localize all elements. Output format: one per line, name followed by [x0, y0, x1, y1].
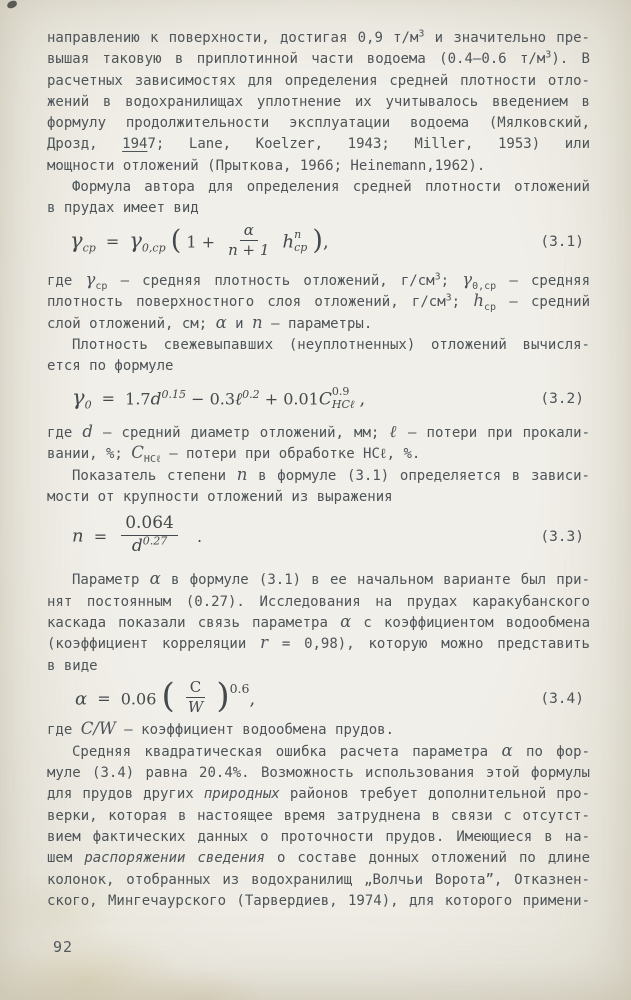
open-paren: ( [161, 676, 175, 717]
text-line: расчетных зависимостях для определения средней плотности отло- [47, 72, 590, 89]
text-line: шем распоряжении сведения о составе донных отложений по длине [47, 850, 590, 867]
text-line: вышая таковую в приплотинной части водоема (0.4–0.6 $т/м^3$). В [47, 49, 590, 68]
text-line: в виде [47, 657, 98, 674]
formula-3-1: $\gamma_{ср} = \gamma_{0,ср}$ ( 1 + $\frac{\alpha}{n + 1}$ h n ср ), (3.1) [47, 224, 590, 262]
text-line: Дрозд, 1947; Lane, Koelzer, 1943; Miller, 1953) или [47, 136, 590, 153]
scan-artifact-mark [6, 0, 17, 9]
gamma-symbol: γ [72, 384, 85, 409]
equation-label: (3.1) [540, 233, 584, 250]
paragraph-conclusion [47, 720, 590, 912]
text-line: Средняя квадратическая ошибка расчета параметра α по фор- [72, 740, 591, 760]
text-line: муле (3.4) равна 20.4%. Возможность использования этой формулы [47, 765, 590, 782]
text-line: для прудов других природных районов требует дополнительной про- [47, 786, 591, 803]
fraction: $\frac{0.064}{d^{0.27}}$ [121, 514, 178, 556]
gamma-symbol: γ [129, 227, 142, 252]
text-line: ется по формуле [47, 358, 174, 375]
paragraph-intro [47, 28, 590, 177]
text-line: где d – средний диаметр отложений, мм; ℓ – потери при прокали- [47, 422, 591, 442]
text-line: направлению к поверхности, достигая 0,9 $т/м^3$ и значительно пре- [47, 28, 590, 46]
text-line: Формула автора для определения средней плотности отложений [72, 179, 590, 196]
formula-3-3: n = $\frac{0.064}{d^{0.27}}$ . (3.3) [47, 516, 590, 558]
text-line: вием фактических данных о проточности прудов. Имеющиеся в на- [47, 828, 590, 845]
paragraph-formula-intro [47, 177, 590, 220]
text-line: плотность поверхностного слоя отложений, $г/см^3$; $h_{ср}$ – средний [47, 291, 590, 314]
text-line: где C/W – коэффициент водообмена прудов. [47, 719, 395, 739]
text-line: мости от крупности отложений из выражения [47, 489, 393, 506]
formula-3-4: α = 0.06 ( $\frac{C}{W}$ )$^{0.6}$, (3.4) [47, 681, 590, 719]
text-line: где $\gamma_{ср}$ – средняя плотность отложений, $г/см^3$; $\gamma_{0,ср}$ – средняя [47, 270, 590, 292]
equation-label: (3.3) [540, 528, 584, 545]
text-line: мощности отложений (Прыткова, 1966; Heinemann,1962). [47, 157, 486, 174]
close-paren: ) [312, 224, 323, 256]
equation-label: (3.2) [540, 390, 584, 407]
formula-3-2: $\gamma_0 = 1.7d^{0.15}$ − 0.3ℓ$^{0.2}$ + 0.01C 0.9 HCℓ , (3.2) [47, 386, 590, 414]
paragraph-alpha [47, 570, 590, 676]
gamma-symbol: γ [70, 227, 83, 252]
text-line: нят постоянным (0.27). Исследования на прудах каракубанского [47, 593, 590, 610]
open-paren: ( [170, 224, 182, 256]
text-line: ского, Мингечаурского (Тарвердиев, 1974), для которого примени- [47, 892, 590, 909]
alpha-symbol: α [75, 688, 88, 710]
text-line: каскада показали связь параметра α с коэффициентом водообмена [47, 612, 590, 632]
page-number: 92 [53, 938, 74, 956]
text-line: вании, %; $C_{HC\ell}$ – потери при обработке HCℓ, %. [47, 443, 421, 466]
fraction: $\frac{\alpha}{n + 1}$ [228, 220, 270, 259]
text-line: Плотность свежевыпавших (неуплотненных) отложений вычисля- [72, 337, 590, 354]
text-line: (коэффициент корреляции r = 0,98), которую можно представить [47, 633, 590, 653]
paragraph-where-3-1 [47, 271, 590, 377]
fraction: $\frac{C}{W}$ [184, 679, 207, 717]
sup-sub-stack: n ср [294, 227, 308, 255]
paragraph-where-3-2 [47, 423, 590, 508]
text-line: жений в водохранилищах уплотнение их учитывалось введением в [47, 93, 590, 110]
text-line: верки, которая в настоящее время затруднена в связи с отсутст- [47, 807, 590, 824]
text-line: формулу продолжительности эксплуатации водоема (Мялковский, [47, 115, 590, 132]
text-line: в прудах имеет вид [47, 200, 199, 217]
text-line: слой отложений, см; α и n – параметры. [47, 312, 373, 332]
text-line: Параметр α в формуле (3.1) в ее начальном варианте был при- [72, 569, 590, 589]
text-line: колонок, отобранных из водохранилищ „Волчьи Ворота”, Отказнен- [47, 871, 590, 888]
text-line: Показатель степени n в формуле (3.1) определяется в зависи- [72, 464, 590, 484]
sup-sub-stack: 0.9 HCℓ [331, 384, 355, 412]
close-paren: ) [216, 676, 230, 717]
equation-label: (3.4) [540, 691, 584, 708]
scanned-page [47, 28, 590, 912]
